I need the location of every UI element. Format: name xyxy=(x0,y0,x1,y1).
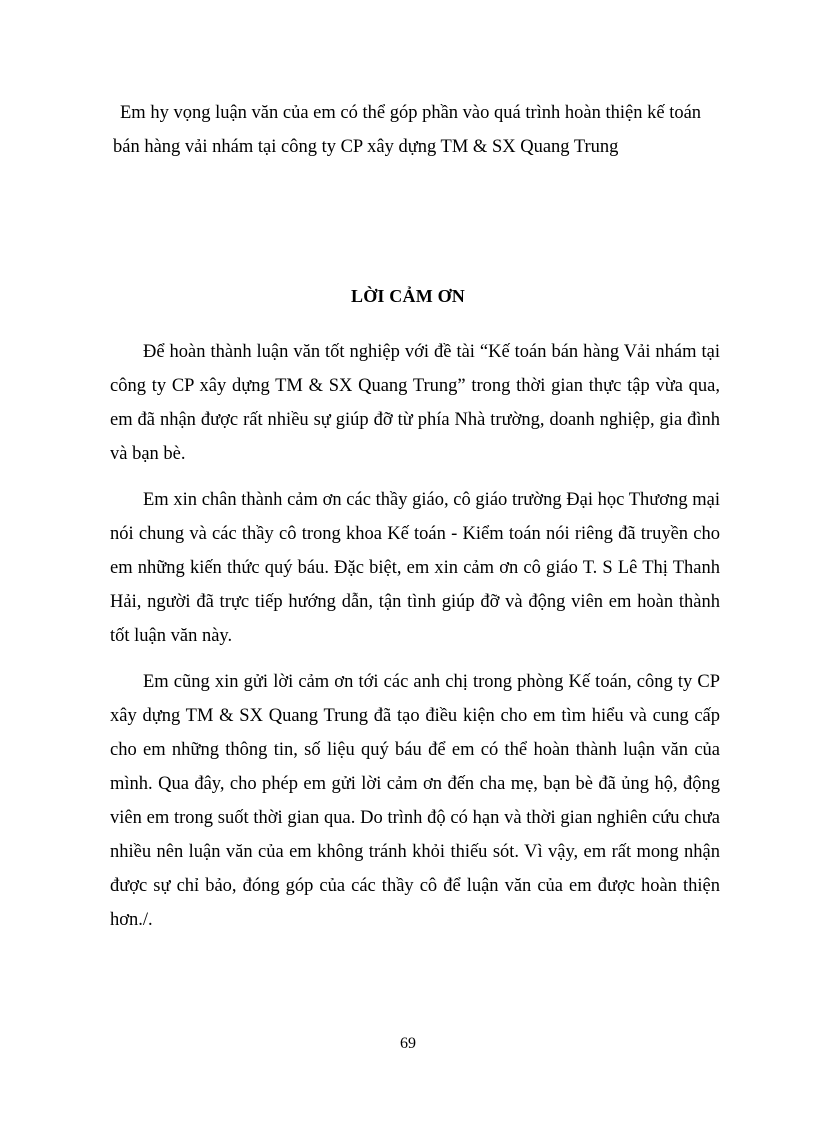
acknowledgement-paragraph-2: Em xin chân thành cảm ơn các thầy giáo, cô giáo trường Đại học Thương mại nói chung và các thầy cô trong khoa Kế toán - Kiểm toán nói riêng đã truyền cho em những kiến thức quý báu. Đặc biệt, em xin cảm ơn cô giáo T. S Lê Thị Thanh Hải, người đã trực tiếp hướng dẫn, tận tình giúp đỡ và động viên em hoàn thành tốt luận văn này. xyxy=(110,490,720,646)
acknowledgement-heading: LỜI CẢM ƠN xyxy=(351,286,465,306)
intro-line-1: Em hy vọng luận văn của em có thể góp phần vào quá trình hoàn thiện kế toán xyxy=(120,103,702,123)
page-number: 69 xyxy=(400,1035,416,1052)
intro-line-2: bán hàng vải nhám tại công ty CP xây dựng TM & SX Quang Trung xyxy=(113,137,619,157)
intro-paragraph xyxy=(113,96,723,164)
acknowledgement-paragraph-3: Em cũng xin gửi lời cảm ơn tới các anh chị trong phòng Kế toán, công ty CP xây dựng TM & SX Quang Trung đã tạo điều kiện cho em tìm hiểu và cung cấp cho em những thông tin, số liệu quý báu để em có thể hoàn thành luận văn của mình. Qua đây, cho phép em gửi lời cảm ơn đến cha mẹ, bạn bè đã ủng hộ, động viên em trong suốt thời gian qua. Do trình độ có hạn và thời gian nghiên cứu chưa nhiều nên luận văn của em không tránh khỏi thiếu sót. Vì vậy, em rất mong nhận được sự chỉ bảo, đóng góp của các thầy cô để luận văn của em được hoàn thiện hơn./. xyxy=(110,672,720,930)
acknowledgement-paragraph-1: Để hoàn thành luận văn tốt nghiệp với đề tài “Kế toán bán hàng Vải nhám tại công ty CP xây dựng TM & SX Quang Trung” trong thời gian thực tập vừa qua, em đã nhận được rất nhiều sự giúp đỡ từ phía Nhà trường, doanh nghiệp, gia đình và bạn bè. xyxy=(110,342,720,464)
